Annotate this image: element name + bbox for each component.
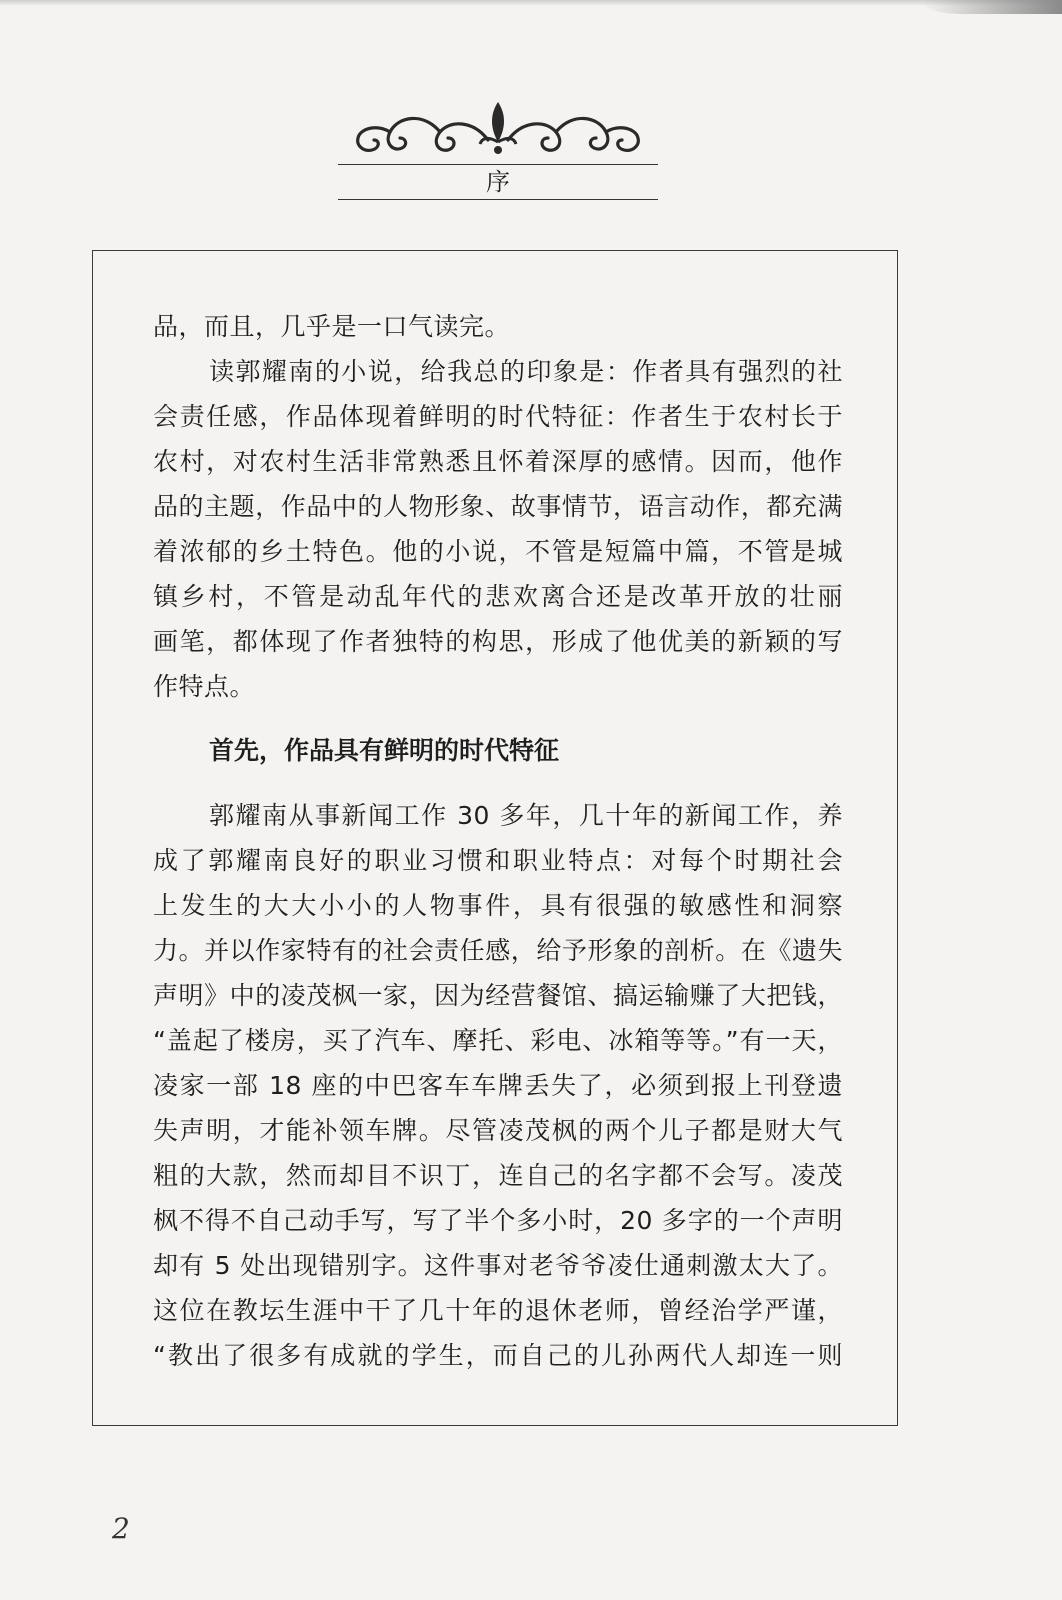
text-line: 品的主题，作品中的人物形象、故事情节，语言动作，都充满 xyxy=(153,492,843,521)
text-line: 着浓郁的乡土特色。他的小说，不管是短篇中篇，不管是城 xyxy=(153,537,843,566)
text-line: 粗的大款，然而却目不识丁，连自己的名字都不会写。凌茂 xyxy=(153,1161,843,1190)
text-frame xyxy=(92,250,898,1426)
page-number: 2 xyxy=(112,1512,130,1545)
text-line: 会责任感，作品体现着鲜明的时代特征：作者生于农村长于 xyxy=(153,402,843,431)
header-rule-top xyxy=(338,164,658,165)
text-line: 成了郭耀南良好的职业习惯和职业特点：对每个时期社会 xyxy=(153,846,843,875)
chapter-header xyxy=(338,98,658,202)
text-line: 品，而且，几乎是一口气读完。 xyxy=(153,312,511,341)
text-line: 却有 5 处出现错别字。这件事对老爷爷凌仕通刺激太大了。 xyxy=(153,1251,843,1280)
text-line: 上发生的大大小小的人物事件，具有很强的敏感性和洞察 xyxy=(153,891,843,920)
text-line: 作特点。 xyxy=(153,672,256,701)
page-corner-shadow xyxy=(922,0,1062,14)
text-line: 声明》中的凌茂枫一家，因为经营餐馆、搞运输赚了大把钱， xyxy=(153,981,843,1010)
header-rule-bottom xyxy=(338,199,658,200)
text-line: 读郭耀南的小说，给我总的印象是：作者具有强烈的社 xyxy=(209,357,843,386)
text-line: “盖起了楼房，买了汽车、摩托、彩电、冰箱等等。”有一天， xyxy=(153,1026,843,1055)
text-line: 凌家一部 18 座的中巴客车车牌丢失了，必须到报上刊登遗 xyxy=(153,1071,843,1100)
text-line: 力。并以作家特有的社会责任感，给予形象的剖析。在《遗失 xyxy=(153,936,843,965)
text-line: “教出了很多有成就的学生，而自己的儿孙两代人却连一则 xyxy=(153,1341,843,1370)
text-line: 失声明，才能补领车牌。尽管凌茂枫的两个儿子都是财大气 xyxy=(153,1116,843,1145)
text-line: 这位在教坛生涯中干了几十年的退休老师，曾经治学严谨， xyxy=(153,1296,843,1325)
ornament-flourish-icon xyxy=(338,98,658,160)
text-line: 农村，对农村生活非常熟悉且怀着深厚的感情。因而，他作 xyxy=(153,447,843,476)
top-edge-shadow xyxy=(0,0,1062,6)
text-line: 画笔，都体现了作者独特的构思，形成了他优美的新颖的写 xyxy=(153,627,843,656)
chapter-title: 序 xyxy=(486,168,510,196)
section-heading: 首先，作品具有鲜明的时代特征 xyxy=(209,736,560,765)
text-line: 郭耀南从事新闻工作 30 多年，几十年的新闻工作，养 xyxy=(209,801,843,830)
text-line: 枫不得不自己动手写，写了半个多小时，20 多字的一个声明 xyxy=(153,1206,843,1235)
text-line: 镇乡村，不管是动乱年代的悲欢离合还是改革开放的壮丽 xyxy=(153,582,843,611)
